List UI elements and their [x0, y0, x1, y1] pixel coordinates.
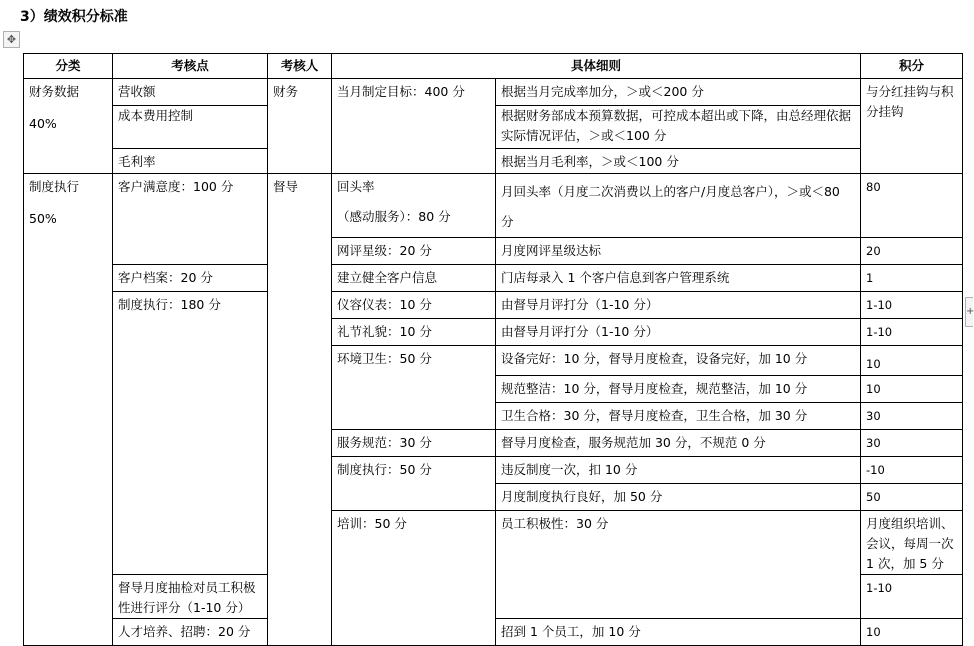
table-row — [24, 265, 963, 292]
points-cell: 10 — [861, 376, 963, 403]
points-cell: -10 — [861, 457, 963, 484]
points-cell: 1-10 — [861, 292, 963, 319]
header-details: 具体细则 — [332, 54, 861, 79]
detail-cell: 设备完好：10 分，督导月度检查，设备完好，加 10 分 — [496, 346, 861, 376]
detail-cell: 规范整洁：10 分，督导月度检查，规范整洁，加 10 分 — [496, 376, 861, 403]
detail-cell: 督导月度抽检对员工积极性进行评分（1-10 分） — [113, 575, 268, 619]
points-cell: 10 — [861, 346, 963, 376]
points-cell: 与分红挂钩与积分挂钩 — [861, 79, 963, 174]
header-assessment-point: 考核点 — [113, 54, 268, 79]
table-row — [24, 79, 963, 106]
assessment-point: 制度执行：180 分 — [113, 292, 268, 575]
performance-points-table — [23, 53, 963, 646]
item-cell: 制度执行：50 分 — [332, 457, 496, 511]
item-line: 回头率 — [337, 179, 375, 194]
header-assessor: 考核人 — [268, 54, 332, 79]
section-heading: 3）绩效积分标准 — [20, 9, 128, 25]
item-cell: 当月制定目标：400 分 — [332, 79, 496, 174]
assessment-point: 营收额 — [113, 79, 268, 106]
item-cell — [332, 174, 496, 238]
item-cell: 礼节礼貌：10 分 — [332, 319, 496, 346]
assessor-cell: 财务 — [268, 79, 332, 174]
item-cell: 网评星级：20 分 — [332, 238, 496, 265]
points-cell: 50 — [861, 484, 963, 511]
points-cell: 80 — [861, 174, 963, 238]
detail-cell: 由督导月评打分（1-10 分） — [496, 319, 861, 346]
detail-cell: 月回头率（月度二次消费以上的客户/月度总客户），＞或＜80 分 — [496, 174, 861, 238]
detail-cell: 门店每录入 1 个客户信息到客户管理系统 — [496, 265, 861, 292]
assessor-cell: 督导 — [268, 174, 332, 646]
points-cell: 30 — [861, 430, 963, 457]
detail-cell: 根据财务部成本预算数据，可控成本超出或下降，由总经理依据实际情况评估，＞或＜100 分 — [496, 106, 861, 149]
item-cell: 仪容仪表：10 分 — [332, 292, 496, 319]
assessment-point: 客户档案：20 分 — [113, 265, 268, 292]
points-cell: 30 — [861, 403, 963, 430]
detail-cell: 卫生合格：30 分，督导月度检查，卫生合格，加 30 分 — [496, 403, 861, 430]
points-cell: 10 — [861, 619, 963, 646]
assessment-point: 成本费用控制 — [113, 106, 268, 149]
item-cell: 员工积极性：30 分 — [496, 511, 861, 619]
category-weight: 50% — [29, 211, 57, 226]
detail-cell: 根据当月毛利率，＞或＜100 分 — [496, 149, 861, 174]
category-name: 财务数据 — [29, 84, 80, 99]
detail-cell: 招到 1 个员工，加 10 分 — [496, 619, 861, 646]
assessment-point: 客户满意度：100 分 — [113, 174, 268, 265]
item-line: （感动服务）：80 分 — [337, 209, 451, 224]
points-cell: 1-10 — [861, 575, 963, 619]
category-name: 制度执行 — [29, 179, 80, 194]
table-resize-handle-icon[interactable]: + — [965, 297, 973, 327]
table-header-row — [24, 54, 963, 79]
assessment-point: 毛利率 — [113, 149, 268, 174]
detail-cell: 违反制度一次，扣 10 分 — [496, 457, 861, 484]
detail-cell: 月度网评星级达标 — [496, 238, 861, 265]
points-cell: 1 — [861, 265, 963, 292]
header-points: 积分 — [861, 54, 963, 79]
category-weight: 40% — [29, 116, 57, 131]
item-cell: 服务规范：30 分 — [332, 430, 496, 457]
item-cell: 建立健全客户信息 — [332, 265, 496, 292]
detail-cell: 由督导月评打分（1-10 分） — [496, 292, 861, 319]
item-cell: 环境卫生：50 分 — [332, 346, 496, 430]
assessment-point: 培训：50 分 — [332, 511, 496, 646]
detail-cell: 月度组织培训、会议，每周一次 1 次，加 5 分 — [861, 511, 963, 575]
detail-cell: 月度制度执行良好，加 50 分 — [496, 484, 861, 511]
category-cell — [24, 174, 113, 646]
table-row — [24, 292, 963, 319]
item-cell: 人才培养、招聘：20 分 — [113, 619, 268, 646]
detail-cell: 根据当月完成率加分，＞或＜200 分 — [496, 79, 861, 106]
table-move-handle-icon[interactable]: ✥ — [3, 31, 20, 48]
points-cell: 1-10 — [861, 319, 963, 346]
category-cell — [24, 79, 113, 174]
header-category: 分类 — [24, 54, 113, 79]
table-row — [24, 174, 963, 238]
points-cell: 20 — [861, 238, 963, 265]
detail-cell: 督导月度检查，服务规范加 30 分，不规范 0 分 — [496, 430, 861, 457]
